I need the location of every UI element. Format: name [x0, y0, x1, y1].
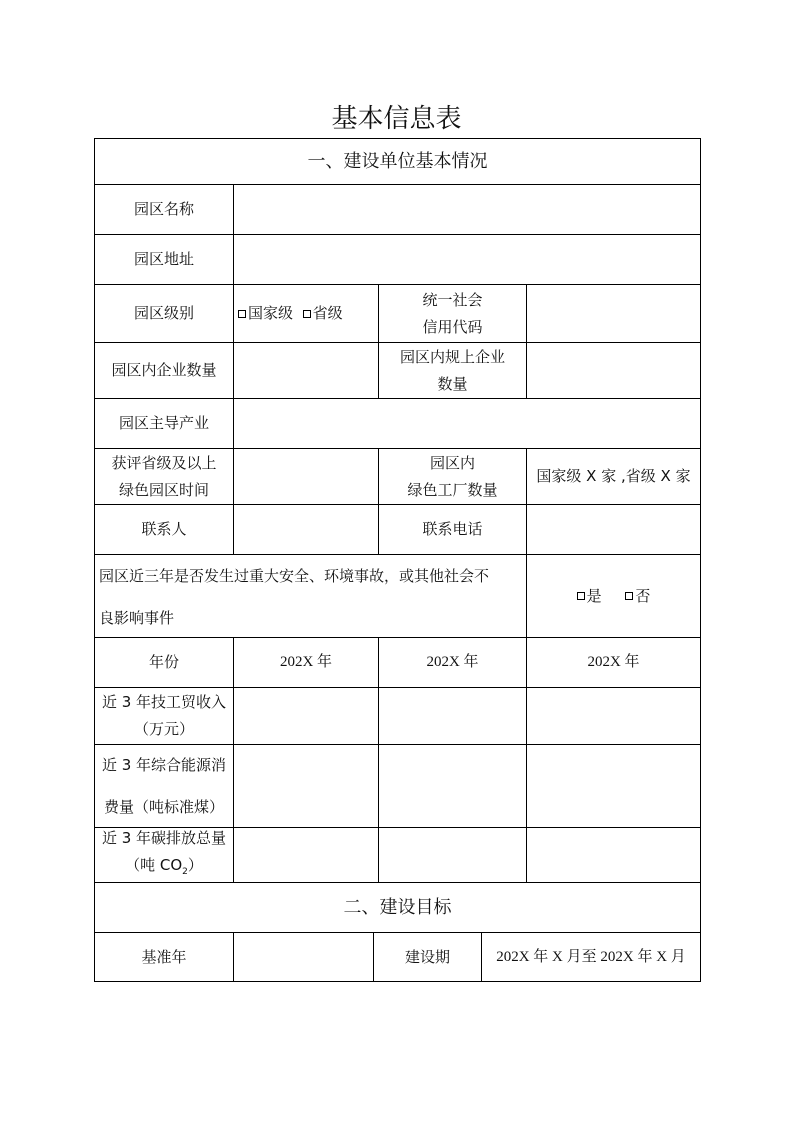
green-factory-label: 园区内 绿色工厂数量 [378, 448, 527, 505]
credit-code-field[interactable] [526, 284, 701, 343]
green-park-time-field[interactable] [233, 448, 379, 505]
checkbox-icon [303, 310, 311, 318]
section2-header: 二、建设目标 [94, 882, 701, 933]
carbon-unit: （吨 $CO_2$） [125, 855, 203, 877]
income-year-3[interactable] [526, 687, 701, 745]
carbon-label: 近 3 年碳排放总量 （吨 $CO_2$） [94, 827, 234, 883]
enterprise-count-field[interactable] [233, 342, 379, 399]
park-address-field[interactable] [233, 234, 701, 285]
checkbox-provincial[interactable]: 省级 [303, 300, 343, 327]
energy-year-2[interactable] [378, 744, 527, 828]
energy-year-1[interactable] [233, 744, 379, 828]
income-label: 近 3 年技工贸收入 （万元） [94, 687, 234, 745]
leading-industry-label: 园区主导产业 [94, 398, 234, 449]
income-year-2[interactable] [378, 687, 527, 745]
phone-field[interactable] [526, 504, 701, 555]
year-2: 202X 年 [378, 637, 527, 688]
park-name-label: 园区名称 [94, 184, 234, 235]
incident-options [526, 554, 701, 638]
year-label: 年份 [94, 637, 234, 688]
energy-label: 近 3 年综合能源消 费量（吨标准煤） [94, 744, 234, 828]
carbon-year-2[interactable] [378, 827, 527, 883]
carbon-year-3[interactable] [526, 827, 701, 883]
checkbox-no[interactable]: 否 [625, 583, 650, 610]
base-year-field[interactable] [233, 932, 374, 982]
enterprise-count-label: 园区内企业数量 [94, 342, 234, 399]
large-enterprise-field[interactable] [526, 342, 701, 399]
checkbox-icon [625, 592, 633, 600]
checkbox-yes[interactable]: 是 [577, 583, 602, 610]
page-title: 基本信息表 [331, 104, 462, 134]
checkbox-icon [577, 592, 585, 600]
section1-header: 一、建设单位基本情况 [94, 138, 701, 185]
income-year-1[interactable] [233, 687, 379, 745]
year-3: 202X 年 [526, 637, 701, 688]
period-value[interactable]: 202X 年 X 月至 202X 年 X 月 [481, 932, 701, 982]
contact-label: 联系人 [94, 504, 234, 555]
green-factory-value[interactable]: 国家级 X 家 ,省级 X 家 [526, 448, 701, 505]
park-address-label: 园区地址 [94, 234, 234, 285]
credit-code-label: 统一社会 信用代码 [378, 284, 527, 343]
leading-industry-field[interactable] [233, 398, 701, 449]
year-1: 202X 年 [233, 637, 379, 688]
park-name-field[interactable] [233, 184, 701, 235]
incident-question: 园区近三年是否发生过重大安全、环境事故，或其他社会不 良影响事件 [94, 554, 527, 638]
carbon-year-1[interactable] [233, 827, 379, 883]
park-level-options [233, 284, 379, 343]
contact-field[interactable] [233, 504, 379, 555]
checkbox-icon [238, 310, 246, 318]
period-label: 建设期 [373, 932, 482, 982]
green-park-time-label: 获评省级及以上 绿色园区时间 [94, 448, 234, 505]
base-year-label: 基准年 [94, 932, 234, 982]
energy-year-3[interactable] [526, 744, 701, 828]
checkbox-national[interactable]: 国家级 [238, 300, 293, 327]
large-enterprise-label: 园区内规上企业 数量 [378, 342, 527, 399]
park-level-label: 园区级别 [94, 284, 234, 343]
phone-label: 联系电话 [378, 504, 527, 555]
